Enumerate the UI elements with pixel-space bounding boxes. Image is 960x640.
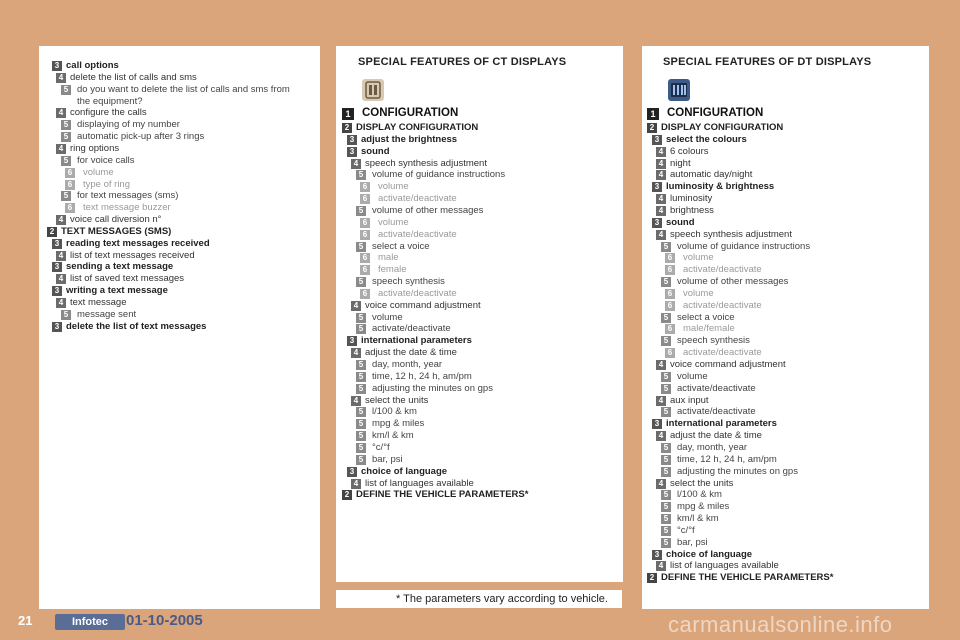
ct-displays-title: SPECIAL FEATURES OF CT DISPLAYS xyxy=(358,56,567,68)
menu-item-label: reading text messages received xyxy=(66,238,210,249)
menu-item-label: day, month, year xyxy=(677,442,748,453)
level-badge: 5 xyxy=(661,502,671,512)
level-badge: 4 xyxy=(56,274,66,284)
menu-item-label: select a voice xyxy=(677,312,735,323)
level-badge: 3 xyxy=(652,550,662,560)
dt-displays-title: SPECIAL FEATURES OF DT DISPLAYS xyxy=(663,56,872,68)
level-badge: 5 xyxy=(661,455,671,465)
level-badge: 4 xyxy=(656,396,666,406)
level-badge: 4 xyxy=(656,230,666,240)
menu-item-label: adjust the date & time xyxy=(670,430,762,441)
menu-item-label: select the units xyxy=(670,478,734,489)
level-badge: 5 xyxy=(356,384,366,394)
menu-item-label: list of text messages received xyxy=(70,250,195,261)
level-badge: 5 xyxy=(661,443,671,453)
level-badge: 3 xyxy=(347,336,357,346)
level-badge: 5 xyxy=(661,372,671,382)
level-badge: 5 xyxy=(661,538,671,548)
menu-item-label: voice command adjustment xyxy=(365,300,481,311)
menu-item-label: speech synthesis adjustment xyxy=(670,229,792,240)
menu-item-label: 6 colours xyxy=(670,146,709,157)
menu-item-label: adjusting the minutes on gps xyxy=(677,466,798,477)
menu-item-label: luminosity & brightness xyxy=(666,181,775,192)
menu-item-label: speech synthesis xyxy=(372,276,445,287)
menu-item-label: CONFIGURATION xyxy=(362,107,459,119)
level-badge: 5 xyxy=(356,372,366,382)
menu-item-label: DISPLAY CONFIGURATION xyxy=(661,122,784,133)
level-badge: 4 xyxy=(656,431,666,441)
level-badge: 3 xyxy=(652,182,662,192)
menu-item-label: message sent xyxy=(77,309,137,320)
level-badge: 6 xyxy=(360,218,370,228)
level-badge: 5 xyxy=(61,191,71,201)
level-badge: 5 xyxy=(661,336,671,346)
level-badge: 4 xyxy=(56,108,66,118)
parameters-footnote: * The parameters vary according to vehicle. xyxy=(336,590,622,608)
menu-item-label: luminosity xyxy=(670,193,713,204)
menu-item-label: voice command adjustment xyxy=(670,359,786,370)
level-badge: 1 xyxy=(342,108,354,120)
menu-item-label: list of languages available xyxy=(670,560,779,571)
menu-item-label: volume xyxy=(683,288,714,299)
level-badge: 4 xyxy=(56,144,66,154)
menu-item-label: international parameters xyxy=(666,418,777,429)
level-badge: 4 xyxy=(656,170,666,180)
level-badge: 4 xyxy=(351,159,361,169)
ct-display-icon xyxy=(362,79,384,101)
menu-item-label: list of languages available xyxy=(365,478,474,489)
menu-item-label: volume xyxy=(677,371,708,382)
level-badge: 4 xyxy=(56,298,66,308)
level-badge: 3 xyxy=(347,147,357,157)
level-badge: 3 xyxy=(652,218,662,228)
menu-item-label: volume xyxy=(83,167,114,178)
menu-item-label: mpg & miles xyxy=(677,501,730,512)
dt-displays-panel xyxy=(642,46,929,609)
level-badge: 6 xyxy=(360,265,370,275)
level-badge: 5 xyxy=(356,277,366,287)
level-badge: 4 xyxy=(351,396,361,406)
menu-item-label: aux input xyxy=(670,395,709,406)
level-badge: 5 xyxy=(356,443,366,453)
level-badge: 3 xyxy=(347,467,357,477)
menu-item-label: select a voice xyxy=(372,241,430,252)
level-badge: 5 xyxy=(356,419,366,429)
level-badge: 6 xyxy=(360,289,370,299)
menu-item-label: volume of guidance instructions xyxy=(677,241,811,252)
level-badge: 5 xyxy=(661,384,671,394)
menu-item-label: activate/deactivate xyxy=(683,347,762,358)
menu-item-label: activate/deactivate xyxy=(683,264,762,275)
menu-item-label: °c/°f xyxy=(372,442,390,453)
menu-item-label: volume of guidance instructions xyxy=(372,169,506,180)
level-badge: 5 xyxy=(661,467,671,477)
menu-item-label: type of ring xyxy=(83,179,130,190)
level-badge: 5 xyxy=(356,324,366,334)
menu-item-label: DEFINE THE VEHICLE PARAMETERS* xyxy=(356,489,529,500)
level-badge: 5 xyxy=(61,156,71,166)
level-badge: 6 xyxy=(665,253,675,263)
level-badge: 6 xyxy=(65,180,75,190)
level-badge: 5 xyxy=(61,310,71,320)
level-badge: 4 xyxy=(56,215,66,225)
level-badge: 5 xyxy=(661,490,671,500)
menu-item-label: day, month, year xyxy=(372,359,443,370)
menu-item-label: text message xyxy=(70,297,127,308)
menu-item-label: for voice calls xyxy=(77,155,135,166)
menu-item-label: international parameters xyxy=(361,335,472,346)
menu-item-label: automatic pick-up after 3 rings xyxy=(77,131,205,142)
menu-item-label: choice of language xyxy=(666,549,753,560)
menu-item-label: call options xyxy=(66,60,119,71)
menu-item-label: adjust the date & time xyxy=(365,347,457,358)
level-badge: 5 xyxy=(356,360,366,370)
menu-item-label: for text messages (sms) xyxy=(77,190,179,201)
menu-item-label: automatic day/night xyxy=(670,169,753,180)
menu-item-label: volume of other messages xyxy=(677,276,789,287)
level-badge: 4 xyxy=(56,251,66,261)
level-badge: 5 xyxy=(356,431,366,441)
menu-item-label: sound xyxy=(666,217,695,228)
menu-item-label: mpg & miles xyxy=(372,418,425,429)
level-badge: 6 xyxy=(665,289,675,299)
level-badge: 5 xyxy=(356,313,366,323)
menu-item-label: the equipment? xyxy=(77,96,143,107)
level-badge: 1 xyxy=(647,108,659,120)
edition-date: 01-10-2005 xyxy=(126,612,203,629)
menu-item-label: do you want to delete the list of calls and sms from xyxy=(77,84,290,95)
menu-item-label: list of saved text messages xyxy=(70,273,185,284)
menu-item-label: activate/deactivate xyxy=(677,406,756,417)
menu-item-label: sound xyxy=(361,146,390,157)
level-badge: 3 xyxy=(52,61,62,71)
level-badge: 4 xyxy=(656,159,666,169)
menu-item-label: TEXT MESSAGES (SMS) xyxy=(61,226,172,237)
level-badge: 3 xyxy=(52,262,62,272)
level-badge: 6 xyxy=(360,182,370,192)
level-badge: 6 xyxy=(65,203,75,213)
menu-item-label: volume xyxy=(378,217,409,228)
menu-item-label: female xyxy=(378,264,407,275)
level-badge: 5 xyxy=(661,313,671,323)
level-badge: 4 xyxy=(656,147,666,157)
menu-item-label: configure the calls xyxy=(70,107,147,118)
level-badge: 5 xyxy=(61,120,71,130)
level-badge: 4 xyxy=(56,73,66,83)
menu-item-label: activate/deactivate xyxy=(677,383,756,394)
level-badge: 2 xyxy=(647,123,657,133)
menu-item-label: delete the list of calls and sms xyxy=(70,72,197,83)
menu-item-label: activate/deactivate xyxy=(372,323,451,334)
menu-item-label: speech synthesis xyxy=(677,335,750,346)
level-badge: 5 xyxy=(356,242,366,252)
menu-item-label: male/female xyxy=(683,323,735,334)
menu-item-label: ring options xyxy=(70,143,120,154)
level-badge: 5 xyxy=(356,455,366,465)
menu-item-label: °c/°f xyxy=(677,525,695,536)
level-badge: 4 xyxy=(351,348,361,358)
level-badge: 6 xyxy=(65,168,75,178)
level-badge: 4 xyxy=(656,194,666,204)
menu-item-label: DEFINE THE VEHICLE PARAMETERS* xyxy=(661,572,834,583)
level-badge: 6 xyxy=(360,253,370,263)
level-badge: 5 xyxy=(661,242,671,252)
menu-item-label: voice call diversion n° xyxy=(70,214,162,225)
level-badge: 3 xyxy=(52,286,62,296)
level-badge: 5 xyxy=(356,407,366,417)
level-badge: 3 xyxy=(652,419,662,429)
level-badge: 6 xyxy=(665,301,675,311)
menu-item-label: time, 12 h, 24 h, am/pm xyxy=(677,454,777,465)
level-badge: 3 xyxy=(652,135,662,145)
level-badge: 4 xyxy=(656,479,666,489)
menu-item-label: choice of language xyxy=(361,466,448,477)
menu-item-label: time, 12 h, 24 h, am/pm xyxy=(372,371,472,382)
menu-item-label: CONFIGURATION xyxy=(667,107,764,119)
level-badge: 3 xyxy=(52,322,62,332)
menu-item-label: activate/deactivate xyxy=(683,300,762,311)
menu-item-label: activate/deactivate xyxy=(378,288,457,299)
level-badge: 6 xyxy=(360,194,370,204)
menu-item-label: bar, psi xyxy=(677,537,708,548)
level-badge: 3 xyxy=(52,239,62,249)
level-badge: 4 xyxy=(351,479,361,489)
menu-item-label: delete the list of text messages xyxy=(66,321,207,332)
level-badge: 4 xyxy=(656,206,666,216)
menu-item-label: km/l & km xyxy=(677,513,719,524)
level-badge: 4 xyxy=(656,561,666,571)
menu-item-label: l/100 & km xyxy=(677,489,722,500)
level-badge: 5 xyxy=(356,170,366,180)
menu-item-label: select the colours xyxy=(666,134,747,145)
infotec-logo: Infotec xyxy=(55,614,125,630)
left-menu-panel xyxy=(39,46,320,609)
menu-item-label: select the units xyxy=(365,395,429,406)
level-badge: 5 xyxy=(61,85,71,95)
menu-item-label: DISPLAY CONFIGURATION xyxy=(356,122,479,133)
menu-item-label: adjust the brightness xyxy=(361,134,458,145)
level-badge: 2 xyxy=(47,227,57,237)
level-badge: 5 xyxy=(61,132,71,142)
menu-item-label: l/100 & km xyxy=(372,406,417,417)
level-badge: 2 xyxy=(342,490,352,500)
level-badge: 3 xyxy=(347,135,357,145)
level-badge: 6 xyxy=(360,230,370,240)
level-badge: 6 xyxy=(665,348,675,358)
menu-item-label: speech synthesis adjustment xyxy=(365,158,487,169)
level-badge: 5 xyxy=(661,526,671,536)
level-badge: 5 xyxy=(356,206,366,216)
dt-display-icon xyxy=(668,79,690,101)
menu-item-label: writing a text message xyxy=(66,285,168,296)
menu-item-label: male xyxy=(378,252,399,263)
page-number: 21 xyxy=(18,613,33,628)
level-badge: 4 xyxy=(351,301,361,311)
level-badge: 5 xyxy=(661,407,671,417)
menu-item-label: volume of other messages xyxy=(372,205,484,216)
ct-displays-panel xyxy=(336,46,623,582)
menu-item-label: brightness xyxy=(670,205,714,216)
level-badge: 2 xyxy=(647,573,657,583)
menu-item-label: volume xyxy=(683,252,714,263)
menu-item-label: adjusting the minutes on gps xyxy=(372,383,493,394)
menu-item-label: km/l & km xyxy=(372,430,414,441)
level-badge: 5 xyxy=(661,277,671,287)
menu-item-label: displaying of my number xyxy=(77,119,180,130)
level-badge: 6 xyxy=(665,324,675,334)
menu-item-label: sending a text message xyxy=(66,261,174,272)
menu-item-label: volume xyxy=(378,181,409,192)
menu-item-label: activate/deactivate xyxy=(378,193,457,204)
menu-item-label: bar, psi xyxy=(372,454,403,465)
menu-item-label: volume xyxy=(372,312,403,323)
level-badge: 6 xyxy=(665,265,675,275)
level-badge: 2 xyxy=(342,123,352,133)
menu-item-label: activate/deactivate xyxy=(378,229,457,240)
level-badge: 4 xyxy=(656,360,666,370)
menu-item-label: night xyxy=(670,158,691,169)
level-badge: 5 xyxy=(661,514,671,524)
menu-item-label: text message buzzer xyxy=(83,202,171,213)
watermark: carmanualsonline.info xyxy=(668,612,893,637)
